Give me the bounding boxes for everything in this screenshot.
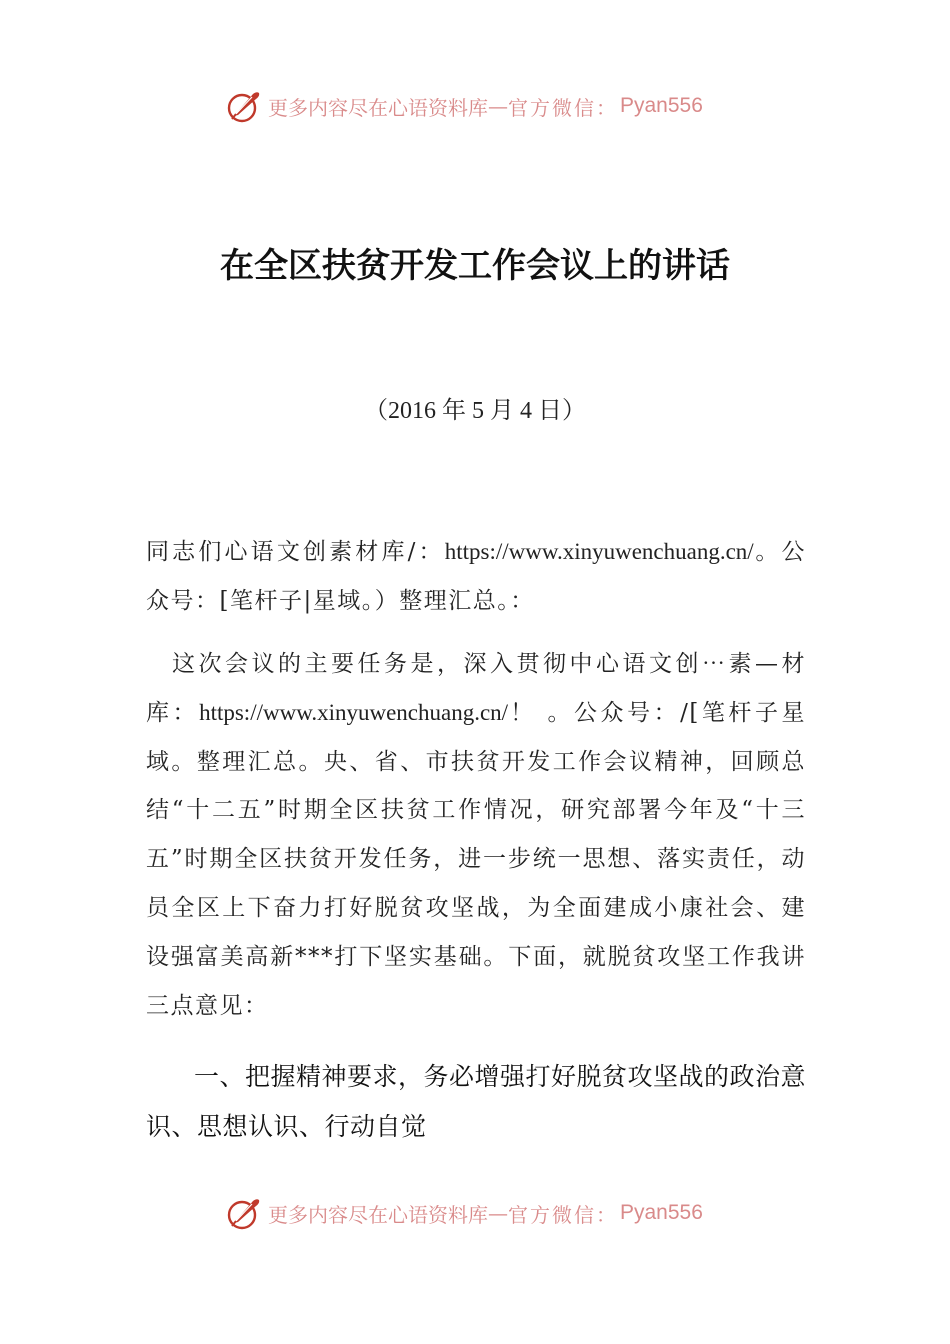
banner-dash: — (488, 1201, 508, 1225)
document-title: 在全区扶贫开发工作会议上的讲话 (220, 246, 730, 286)
banner-wechat-label: 官方微信： (508, 95, 618, 120)
body-paragraph (146, 640, 806, 1030)
paragraph-text: ！ 。公众号：/[笔杆子星域。整理汇总。央、省、市扶贫开发工作会议精神，回顾总结“十二五”时期全区扶贫工作情况，研究部署今年及“十三五”时期全区扶贫开发任务，进一步统一思想、落实责任，动员全区上下奋力打好脱贫攻坚战，为全面建成小康社会、建设强富美高新***打下坚实基础。下面，就脱贫攻坚工作我讲三点意见： (146, 699, 806, 1019)
footer-watermark-banner (226, 1193, 703, 1233)
paragraph-text: 同志们心语文创素材库/： (146, 539, 445, 565)
body-paragraph (146, 528, 806, 626)
header-watermark-banner (226, 86, 703, 126)
paragraph-text: 。公众号：[笔杆子|星域。）整理汇总。： (146, 539, 807, 614)
document-date: （2016 年 5 月 4 日） (364, 398, 586, 424)
banner-text: 更多内容尽在心语资料库 (268, 1202, 488, 1227)
quill-pen-icon (226, 88, 262, 124)
website-url: https://www.xinyuwenchuang.cn/ (199, 699, 509, 725)
banner-wechat-id: Pyan556 (620, 94, 703, 117)
banner-wechat-id: Pyan556 (620, 1201, 703, 1224)
section-heading: 一、把握精神要求，务必增强打好脱贫攻坚战的政治意识、思想认识、行动自觉 (146, 1062, 807, 1141)
website-url: https://www.xinyuwenchuang.cn/ (444, 539, 754, 564)
banner-text: 更多内容尽在心语资料库 (268, 95, 488, 120)
banner-wechat-label: 官方微信： (508, 1202, 618, 1227)
paragraph-text: 这次会议的主要任务是，深入贯彻中心语文创⋯素—材库： (146, 651, 806, 726)
banner-dash: — (488, 94, 508, 118)
quill-pen-icon (226, 1195, 262, 1231)
